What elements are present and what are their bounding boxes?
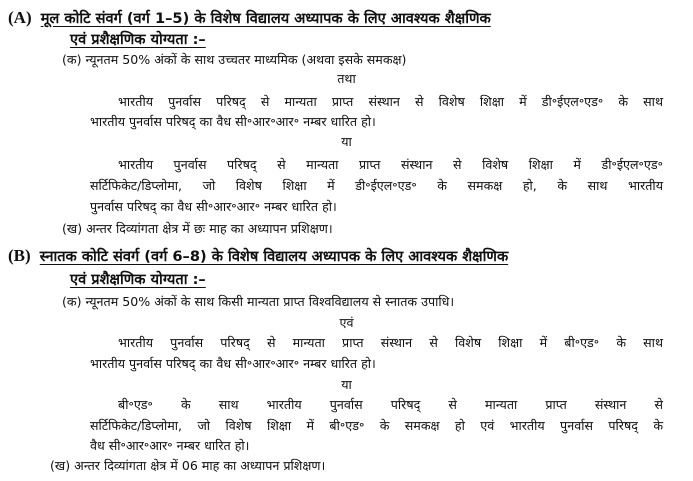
section-b-heading bbox=[8, 246, 508, 267]
section-b-conj-evam: एवं bbox=[339, 315, 354, 330]
section-a-heading-line2-wrap bbox=[70, 30, 206, 50]
section-a-p1-line1: भारतीय पुनर्वास परिषद् से मान्यता प्राप्त संस्थान से विशेष शिक्षा में डी॰ईएल॰एड॰ के साथ bbox=[118, 94, 663, 109]
section-b-heading-line2-wrap bbox=[70, 270, 206, 290]
section-a-p2-line1: भारतीय पुनर्वास परिषद् से मान्यता प्राप्त संस्थान से विशेष शिक्षा में डी॰ईएल॰एड॰ bbox=[118, 157, 663, 172]
section-a-item-kha: (ख) अन्तर दिव्यांगता क्षेत्र में छः माह का अध्यापन प्रशिक्षण। bbox=[62, 221, 333, 236]
section-b-conj-ya: या bbox=[341, 377, 352, 392]
section-a-p2-line3: पुनर्वास परिषद् का वैध सी॰आर॰आर॰ नम्बर धारित हो। bbox=[90, 199, 337, 214]
section-a-conj-tatha: तथा bbox=[337, 71, 356, 86]
section-b-p1-line2: भारतीय पुनर्वास परिषद् का वैध सी॰आर॰आर॰ नम्बर धारित हो। bbox=[90, 356, 376, 371]
section-a-heading bbox=[8, 8, 491, 29]
section-b-p2-line3: वैध सी॰आर॰आर॰ नम्बर धारित हो। bbox=[90, 438, 250, 453]
section-b-p2-line1: बी॰एड॰ के साथ भारतीय पुनर्वास परिषद् से मान्यता प्राप्त संस्थान से bbox=[118, 397, 663, 412]
section-a-heading-line1: मूल कोटि संवर्ग (वर्ग 1–5) के विशेष विद्यालय अध्यापक के लिए आवश्यक शैक्षणिक bbox=[40, 10, 491, 27]
section-a-p2-line2: सर्टिफिकेट/डिप्लोमा, जो विशेष शिक्षा में डी॰ईएल॰एड॰ के समकक्ष हो, के साथ भारतीय bbox=[90, 178, 663, 193]
section-b-p2-line2: सर्टिफिकेट/डिप्लोमा, जो विशेष शिक्षा में बी॰एड॰ के समकक्ष हो एवं भारतीय पुनर्वास परिषद् के bbox=[90, 418, 663, 433]
section-a-conj-ya: या bbox=[341, 134, 352, 149]
section-b-item-kha: (ख) अन्तर दिव्यांगता क्षेत्र में 06 माह का अध्यापन प्रशिक्षण। bbox=[50, 458, 326, 473]
section-b-item-ka: (क) न्यूनतम 50% अंकों के साथ किसी मान्यता प्राप्त विश्वविद्यालय से स्नातक उपाधि। bbox=[62, 294, 455, 309]
section-b-p1-line1: भारतीय पुनर्वास परिषद् से मान्यता प्राप्त संस्थान से विशेष शिक्षा में बी॰एड॰ के साथ bbox=[118, 335, 663, 350]
section-a-p1-line2: भारतीय पुनर्वास परिषद् का वैध सी॰आर॰आर॰ नम्बर धारित हो। bbox=[90, 114, 376, 129]
section-a-label: (A) bbox=[8, 8, 32, 27]
section-a-item-ka: (क) न्यूनतम 50% अंकों के साथ उच्चतर माध्यमिक (अथवा इसके समकक्ष) bbox=[62, 52, 407, 67]
section-b-label: (B) bbox=[8, 246, 31, 265]
section-a-heading-line2: एवं प्रशैक्षणिक योग्यता :– bbox=[70, 31, 206, 48]
section-b-heading-line2: एवं प्रशैक्षणिक योग्यता :– bbox=[70, 271, 206, 288]
section-b-heading-line1: स्नातक कोटि संवर्ग (वर्ग 6–8) के विशेष विद्यालय अध्यापक के लिए आवश्यक शैक्षणिक bbox=[39, 248, 509, 265]
